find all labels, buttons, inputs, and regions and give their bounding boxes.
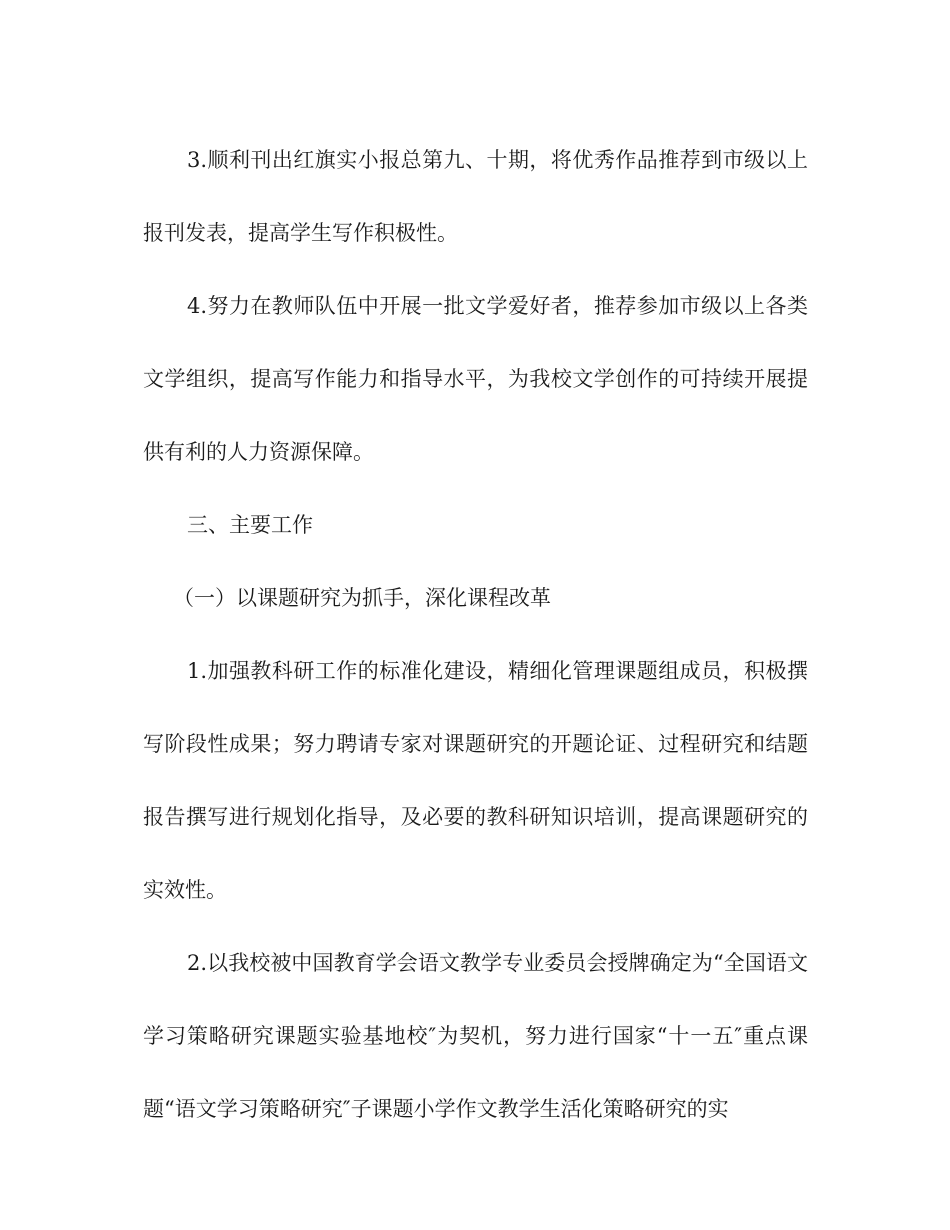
subsection-heading-research: （一）以课题研究为抓手，深化课程改革 [173,586,551,610]
paragraph-goal-4: 4.努力在教师队伍中开展一批文学爱好者，推荐参加市级以上各类文学组织，提高写作能力和指导水平，为我校文学创作的可持续开展提供有利的人力资源保障。 [143,294,808,464]
section-heading-main-work: 三、主要工作 [187,513,313,537]
paragraph-goal-3: 3.顺利刊出红旗实小报总第九、十期，将优秀作品推荐到市级以上报刊发表，提高学生写作积极性。 [143,148,808,245]
paragraph-work-1: 1.加强教科研工作的标准化建设，精细化管理课题组成员，积极撰写阶段性成果；努力聘请专家对课题研究的开题论证、过程研究和结题报告撰写进行规划化指导，及必要的教科研知识培训，提高课题研究的实效性。 [143,659,808,902]
document-body [143,124,808,1146]
paragraph-work-2: 2.以我校被中国教育学会语文教学专业委员会授牌确定为“全国语文学习策略研究课题实验基地校″为契机，努力进行国家“十一五″重点课题“语文学习策略研究″子课题小学作文教学生活化策略研究的实 [143,951,808,1121]
